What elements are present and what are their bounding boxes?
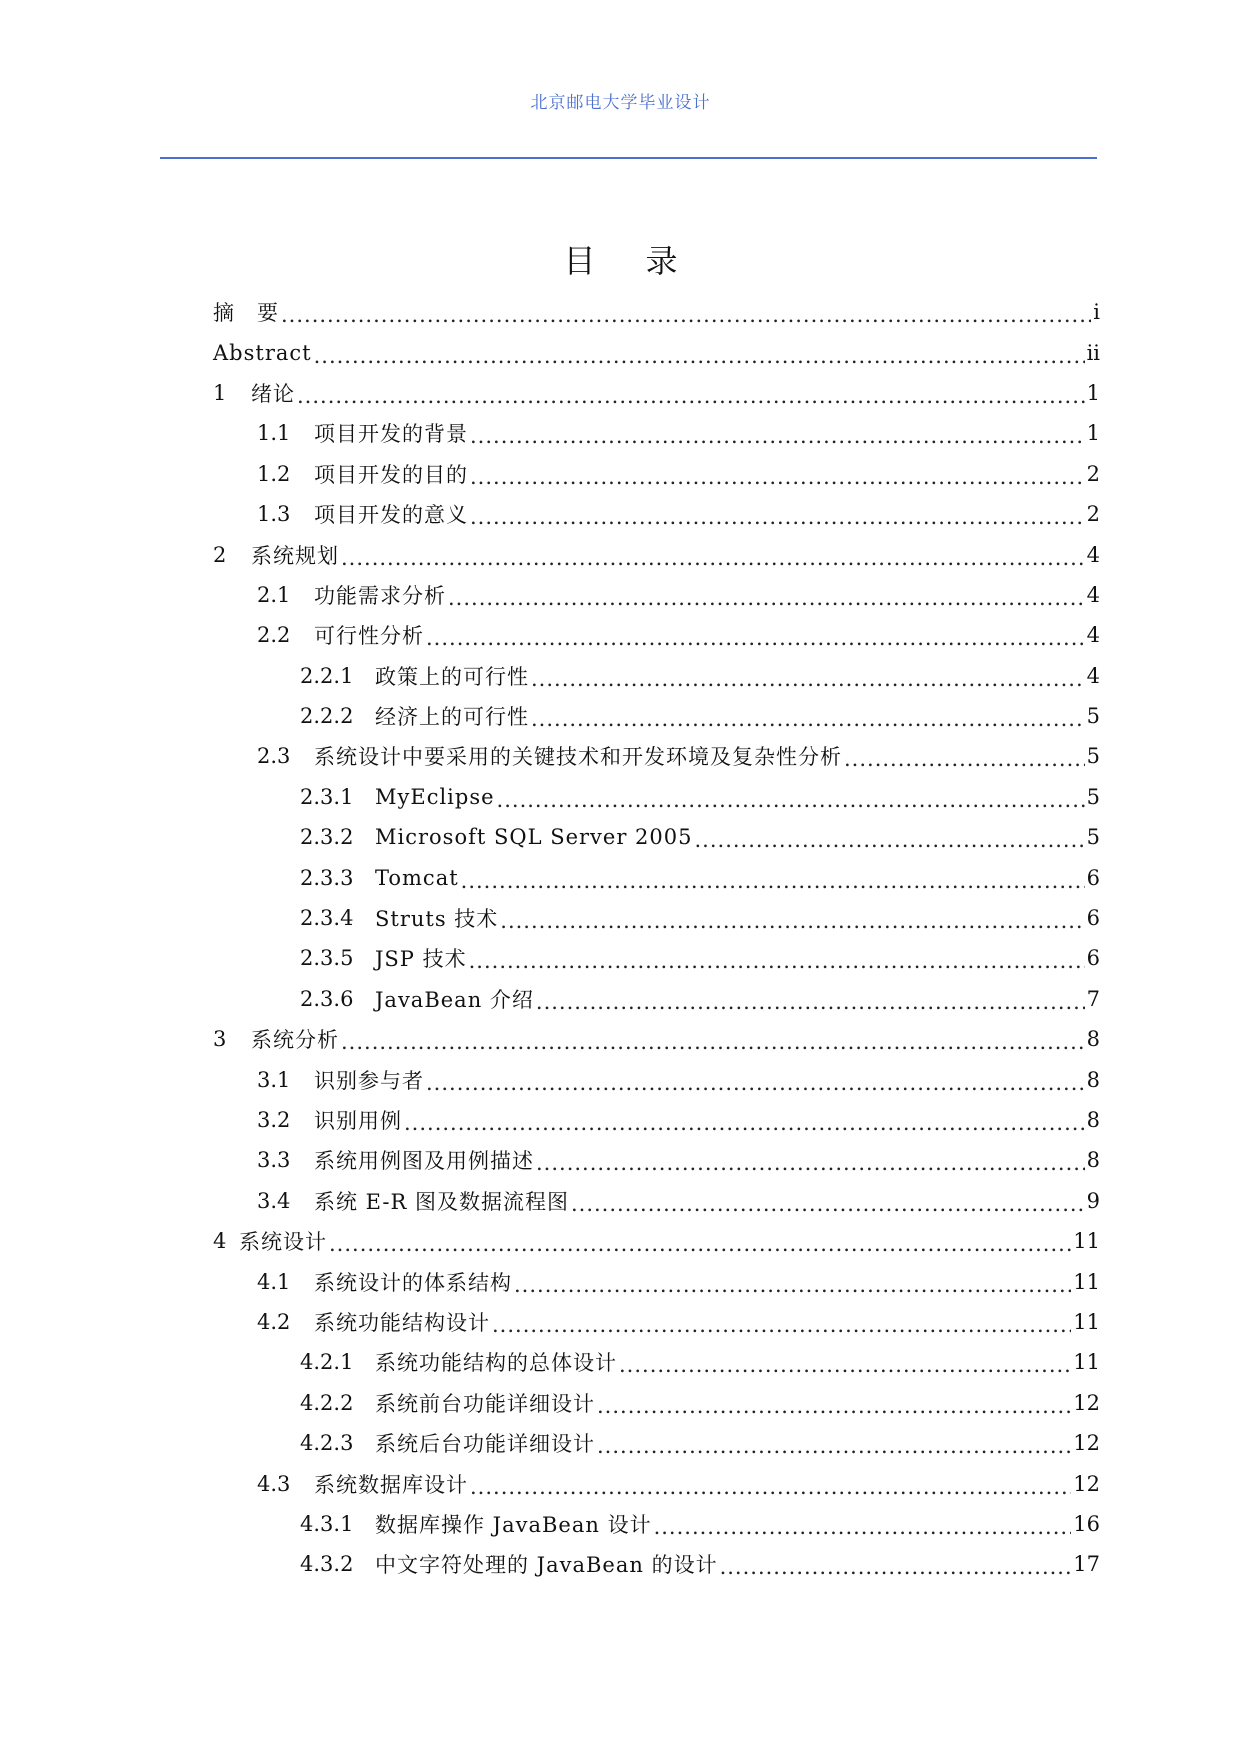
toc-entry-page-number: 6 bbox=[1086, 946, 1100, 971]
toc-dot-leader bbox=[314, 344, 1085, 368]
toc-entry-number: 4.2.1 bbox=[300, 1350, 354, 1375]
toc-entry[interactable] bbox=[213, 1059, 1100, 1099]
toc-entry-number: 2.3.6 bbox=[300, 986, 354, 1011]
toc-entry-page-number: 12 bbox=[1073, 1390, 1100, 1415]
toc-entry-page-number: 12 bbox=[1073, 1471, 1100, 1496]
toc-entry-title: 项目开发的意义 bbox=[314, 503, 468, 528]
toc-dot-leader bbox=[329, 1232, 1071, 1256]
toc-entry-number: 2.2.2 bbox=[300, 704, 354, 729]
toc-dot-leader bbox=[619, 1353, 1071, 1377]
toc-dot-leader bbox=[536, 1151, 1085, 1175]
toc-entry-number: 3 bbox=[213, 1027, 227, 1052]
toc-entry-title: 系统规划 bbox=[251, 543, 339, 568]
toc-entry-page-number: 16 bbox=[1073, 1511, 1100, 1536]
toc-dot-leader bbox=[497, 788, 1085, 812]
toc-entry-title: 系统用例图及用例描述 bbox=[314, 1149, 534, 1174]
toc-entry[interactable] bbox=[213, 1423, 1100, 1463]
toc-dot-leader bbox=[844, 747, 1085, 771]
toc-entry-number: 4.3.1 bbox=[300, 1511, 354, 1536]
toc-dot-leader bbox=[654, 1515, 1072, 1539]
toc-entry-page-number: 4 bbox=[1086, 623, 1100, 648]
toc-dot-leader bbox=[426, 626, 1085, 650]
toc-entry[interactable] bbox=[213, 979, 1100, 1019]
toc-entry[interactable] bbox=[213, 1019, 1100, 1059]
toc-entry-title: 经济上的可行性 bbox=[375, 705, 529, 730]
toc-entry-page-number: 5 bbox=[1086, 704, 1100, 729]
toc-entry[interactable] bbox=[213, 1504, 1100, 1544]
toc-entry[interactable] bbox=[213, 938, 1100, 978]
toc-entry-page-number: 11 bbox=[1073, 1309, 1100, 1334]
toc-dot-leader bbox=[536, 990, 1085, 1014]
toc-entry-page-number: 4 bbox=[1086, 542, 1100, 567]
toc-dot-leader bbox=[571, 1192, 1085, 1216]
toc-entry-title: 项目开发的目的 bbox=[314, 462, 468, 487]
toc-entry[interactable] bbox=[213, 1140, 1100, 1180]
toc-entry[interactable] bbox=[213, 736, 1100, 776]
page-header: 北京邮电大学毕业设计 bbox=[530, 93, 711, 113]
toc-entry-page-number: 17 bbox=[1073, 1552, 1100, 1577]
toc-dot-leader bbox=[470, 465, 1085, 489]
toc-entry-number: 2.3.3 bbox=[300, 865, 354, 890]
toc-entry-page-number: 4 bbox=[1086, 663, 1100, 688]
toc-entry[interactable] bbox=[213, 1383, 1100, 1423]
toc-entry-title: 系统数据库设计 bbox=[314, 1472, 468, 1497]
toc-entry-number: 2.3.1 bbox=[300, 784, 354, 809]
toc-entry-number: 2.3.4 bbox=[300, 906, 354, 931]
toc-entry-title: 系统设计的体系结构 bbox=[314, 1270, 512, 1295]
toc-entry-title: 系统功能结构的总体设计 bbox=[375, 1351, 617, 1376]
toc-entry-title: Microsoft SQL Server 2005 bbox=[375, 825, 693, 850]
toc-entry-title: MyEclipse bbox=[375, 784, 495, 809]
toc-entry-page-number: 6 bbox=[1086, 906, 1100, 931]
toc-entry-number: 2.3.2 bbox=[300, 825, 354, 850]
toc-entry[interactable] bbox=[213, 413, 1100, 453]
toc-dot-leader bbox=[514, 1273, 1071, 1297]
toc-entry-number: 2.2.1 bbox=[300, 663, 354, 688]
toc-entry-title: Abstract bbox=[213, 340, 312, 365]
table-of-contents bbox=[213, 292, 1100, 1585]
toc-entry-number: 2.2 bbox=[257, 623, 291, 648]
toc-entry[interactable] bbox=[213, 656, 1100, 696]
toc-entry-page-number: 1 bbox=[1086, 421, 1100, 446]
toc-entry-title: 系统 E-R 图及数据流程图 bbox=[314, 1189, 569, 1214]
toc-dot-leader bbox=[426, 1071, 1085, 1095]
toc-dot-leader bbox=[470, 1475, 1071, 1499]
toc-entry[interactable] bbox=[213, 534, 1100, 574]
toc-entry-title: 系统设计 bbox=[239, 1230, 327, 1255]
toc-entry-page-number: 4 bbox=[1086, 582, 1100, 607]
toc-entry-page-number: 5 bbox=[1086, 825, 1100, 850]
toc-entry-title: 政策上的可行性 bbox=[375, 664, 529, 689]
toc-dot-leader bbox=[341, 1030, 1085, 1054]
toc-entry-number: 3.3 bbox=[257, 1148, 291, 1173]
toc-dot-leader bbox=[341, 546, 1085, 570]
toc-entry[interactable] bbox=[213, 332, 1100, 372]
header-rule bbox=[160, 157, 1097, 159]
toc-entry-number: 4.2.3 bbox=[300, 1431, 354, 1456]
toc-entry-number: 4.2.2 bbox=[300, 1390, 354, 1415]
toc-entry-title: 可行性分析 bbox=[314, 624, 424, 649]
toc-entry[interactable] bbox=[213, 292, 1100, 332]
toc-dot-leader bbox=[500, 909, 1084, 933]
toc-dot-leader bbox=[531, 707, 1085, 731]
toc-entry-title: 系统分析 bbox=[251, 1028, 339, 1053]
toc-entry-number: 3.2 bbox=[257, 1108, 291, 1132]
toc-entry-title: 项目开发的背景 bbox=[314, 422, 468, 447]
toc-entry[interactable] bbox=[213, 857, 1100, 897]
toc-entry[interactable] bbox=[213, 1181, 1100, 1221]
toc-entry-number: 4.2 bbox=[257, 1309, 291, 1334]
toc-dot-leader bbox=[404, 1111, 1085, 1135]
toc-entry-title: JavaBean 介绍 bbox=[375, 987, 534, 1012]
toc-entry[interactable] bbox=[213, 1221, 1100, 1261]
toc-entry[interactable] bbox=[213, 696, 1100, 736]
toc-entry[interactable] bbox=[213, 454, 1100, 494]
toc-entry-title: 系统功能结构设计 bbox=[314, 1310, 490, 1335]
toc-entry[interactable] bbox=[213, 575, 1100, 615]
toc-entry[interactable] bbox=[213, 777, 1100, 817]
toc-entry-page-number: 1 bbox=[1086, 380, 1100, 405]
toc-dot-leader bbox=[531, 667, 1085, 691]
toc-entry-number: 4.1 bbox=[257, 1269, 291, 1294]
toc-dot-leader bbox=[470, 424, 1085, 448]
toc-entry-page-number: 11 bbox=[1073, 1229, 1100, 1254]
toc-entry-page-number: 5 bbox=[1086, 784, 1100, 809]
toc-entry-page-number: ii bbox=[1086, 340, 1100, 365]
toc-entry[interactable] bbox=[213, 898, 1100, 938]
toc-entry-number: 4 bbox=[213, 1229, 227, 1254]
toc-dot-leader bbox=[281, 303, 1091, 327]
toc-entry-page-number: 2 bbox=[1086, 502, 1100, 527]
toc-dot-leader bbox=[720, 1555, 1072, 1579]
toc-entry[interactable] bbox=[213, 817, 1100, 857]
toc-entry-number: 1 bbox=[213, 380, 227, 405]
toc-entry-number: 2 bbox=[213, 542, 227, 567]
toc-entry-page-number: 8 bbox=[1086, 1108, 1100, 1132]
toc-entry-page-number: 7 bbox=[1086, 986, 1100, 1011]
toc-dot-leader bbox=[470, 505, 1085, 529]
toc-entry-title: 功能需求分析 bbox=[314, 583, 446, 608]
toc-entry-number: 2.3 bbox=[257, 744, 291, 769]
toc-dot-leader bbox=[469, 949, 1085, 973]
toc-entry[interactable] bbox=[213, 1302, 1100, 1342]
toc-entry-title: 系统设计中要采用的关键技术和开发环境及复杂性分析 bbox=[314, 745, 842, 770]
toc-dot-leader bbox=[448, 586, 1085, 610]
toc-entry[interactable] bbox=[213, 494, 1100, 534]
toc-entry[interactable] bbox=[213, 1463, 1100, 1503]
toc-entry-page-number: 6 bbox=[1086, 865, 1100, 890]
toc-entry-title: 识别用例 bbox=[314, 1109, 402, 1133]
toc-entry[interactable] bbox=[213, 373, 1100, 413]
toc-entry-number: 2.1 bbox=[257, 582, 291, 607]
toc-entry-number: 1.1 bbox=[257, 421, 291, 446]
toc-entry[interactable] bbox=[213, 1100, 1100, 1140]
toc-entry-number: 2.3.5 bbox=[300, 946, 354, 971]
toc-entry-page-number: i bbox=[1093, 300, 1100, 325]
toc-entry-page-number: 8 bbox=[1086, 1148, 1100, 1173]
toc-title: 目录 bbox=[563, 242, 728, 280]
toc-dot-leader bbox=[492, 1313, 1071, 1337]
toc-entry[interactable] bbox=[213, 1261, 1100, 1301]
toc-entry[interactable] bbox=[213, 615, 1100, 655]
toc-entry-page-number: 11 bbox=[1073, 1350, 1100, 1375]
toc-entry-title: JSP 技术 bbox=[375, 947, 467, 972]
toc-entry-title: 系统后台功能详细设计 bbox=[375, 1432, 595, 1457]
toc-entry-title: 摘 要 bbox=[213, 301, 279, 326]
toc-entry[interactable] bbox=[213, 1342, 1100, 1382]
toc-entry-title: 数据库操作 JavaBean 设计 bbox=[375, 1512, 652, 1537]
toc-entry-title: 中文字符处理的 JavaBean 的设计 bbox=[375, 1553, 718, 1578]
toc-entry-title: 绪论 bbox=[251, 381, 295, 406]
toc-dot-leader bbox=[597, 1434, 1071, 1458]
toc-entry-number: 4.3 bbox=[257, 1471, 291, 1496]
toc-entry-number: 1.2 bbox=[257, 461, 291, 486]
toc-dot-leader bbox=[461, 869, 1085, 893]
toc-entry-page-number: 9 bbox=[1086, 1188, 1100, 1213]
toc-entry-number: 3.4 bbox=[257, 1188, 291, 1213]
toc-entry-page-number: 8 bbox=[1086, 1067, 1100, 1092]
toc-dot-leader bbox=[695, 828, 1085, 852]
toc-entry-page-number: 5 bbox=[1086, 744, 1100, 769]
toc-dot-leader bbox=[297, 384, 1085, 408]
toc-entry-page-number: 11 bbox=[1073, 1269, 1100, 1294]
toc-entry-number: 3.1 bbox=[257, 1067, 291, 1092]
toc-entry-number: 1.3 bbox=[257, 502, 291, 527]
toc-entry-title: Struts 技术 bbox=[375, 907, 499, 932]
toc-entry-number: 4.3.2 bbox=[300, 1552, 354, 1577]
toc-entry[interactable] bbox=[213, 1544, 1100, 1584]
toc-entry-title: 系统前台功能详细设计 bbox=[375, 1391, 595, 1416]
toc-entry-page-number: 2 bbox=[1086, 461, 1100, 486]
toc-dot-leader bbox=[597, 1394, 1071, 1418]
toc-entry-title: Tomcat bbox=[375, 865, 459, 890]
toc-entry-page-number: 8 bbox=[1086, 1027, 1100, 1052]
toc-entry-title: 识别参与者 bbox=[314, 1068, 424, 1093]
toc-entry-page-number: 12 bbox=[1073, 1431, 1100, 1456]
